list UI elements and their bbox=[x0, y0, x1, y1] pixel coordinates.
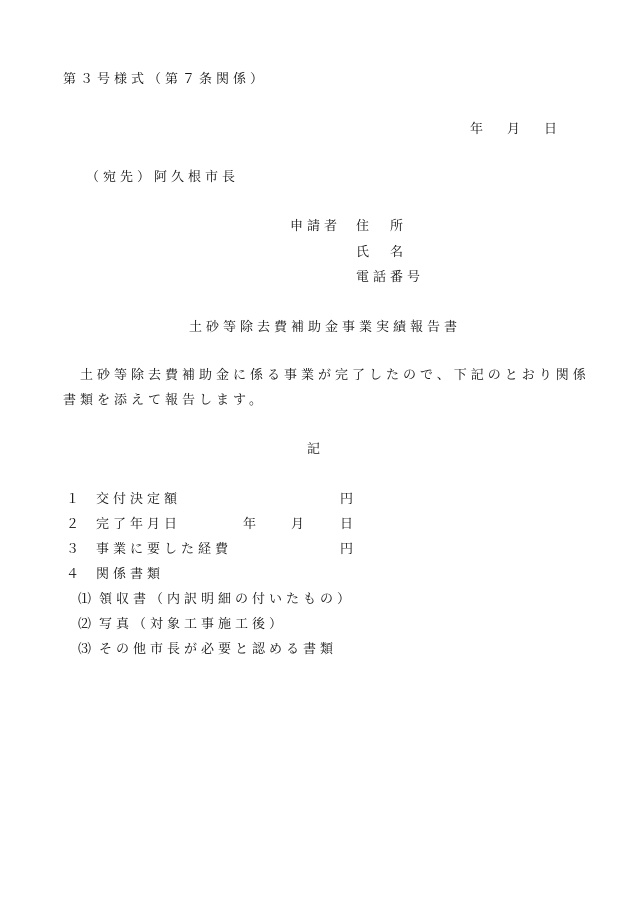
document-title: 土砂等除去費補助金事業実績報告書 bbox=[189, 320, 462, 335]
item-day-label: 日 bbox=[340, 517, 358, 532]
document-label: 領収書（内訳明細の付いたもの） bbox=[99, 592, 355, 607]
applicant-label: 申請者 bbox=[290, 219, 342, 234]
addressee: （宛先）阿久根市長 bbox=[86, 170, 240, 185]
document-label: 写真（対象工事施工後） bbox=[99, 617, 287, 632]
item-number: １ bbox=[66, 492, 84, 507]
item-unit: 円 bbox=[340, 492, 358, 507]
item-label: 関係書類 bbox=[96, 567, 165, 582]
item-row bbox=[66, 563, 83, 582]
date-month-label: 月 bbox=[507, 122, 525, 137]
ki-heading: 記 bbox=[307, 442, 325, 457]
document-number: ⑴ bbox=[78, 592, 96, 607]
body-line-2: 書類を添えて報告します。 bbox=[63, 393, 266, 408]
document-number: ⑶ bbox=[78, 642, 96, 657]
document-number: ⑵ bbox=[78, 617, 96, 632]
item-row bbox=[66, 513, 83, 532]
item-row bbox=[66, 488, 83, 507]
item-label: 事業に要した経費 bbox=[96, 542, 233, 557]
item-year-label: 年 bbox=[243, 517, 261, 532]
body-line-1: 土砂等除去費補助金に係る事業が完了したので、下記のとおり関係 bbox=[80, 368, 590, 383]
date-line bbox=[470, 118, 561, 137]
item-number: ３ bbox=[66, 542, 84, 557]
item-number: ４ bbox=[66, 567, 84, 582]
item-number: ２ bbox=[66, 517, 84, 532]
item-label: 交付決定額 bbox=[96, 492, 182, 507]
address-label: 住 所 bbox=[356, 219, 408, 234]
item-month-label: 月 bbox=[291, 517, 309, 532]
phone-label: 電話番号 bbox=[356, 270, 425, 285]
item-unit: 円 bbox=[340, 542, 358, 557]
form-number: 第３号様式（第７条関係） bbox=[63, 72, 268, 87]
document-label: その他市長が必要と認める書類 bbox=[99, 642, 338, 657]
name-label: 氏 名 bbox=[356, 245, 408, 260]
item-row bbox=[66, 538, 83, 557]
date-day-label: 日 bbox=[544, 122, 562, 137]
date-year-label: 年 bbox=[470, 122, 488, 137]
item-label: 完了年月日 bbox=[96, 517, 182, 532]
